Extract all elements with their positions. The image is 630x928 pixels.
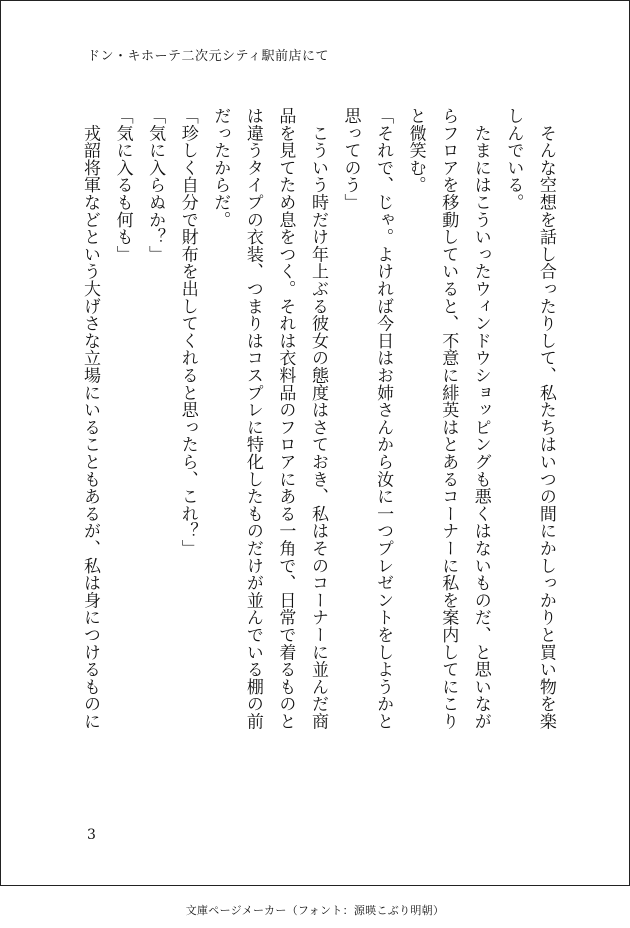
text-column: 戎韶将軍などという大げさな立場にいることもあるが、私は身につけるものに [80,107,100,730]
text-column: だったからだ。 [210,107,231,229]
text-column: しんでいる。 [503,107,524,211]
text-column: 思ってのう」 [340,107,361,211]
text-column: こういう時だけ年上ぶる彼女の態度はさておき、私はそのコーナーに並んだ商 [307,107,328,730]
text-column: らフロアを移動していると、不意に緋英はとあるコーナーに私を案内してにこり [438,107,459,730]
running-title: ドン・キホーテ二次元シティ駅前店にて [87,49,329,64]
text-column: と微笑む。 [405,107,426,194]
text-column: そんな空想を話し合ったりして、私たちはいつの間にかしっかりと買い物を楽 [535,107,556,730]
text-column: 「気に入るも何も」 [112,107,133,263]
page-number: 3 [87,827,96,843]
text-column: 品を見てため息をつく。それは衣料品のフロアにある一角で、日常で着るものと [275,107,296,730]
text-column: 「気に入らぬか？」 [145,107,166,263]
vertical-body-text [79,107,557,815]
text-column: 「それで、じゃ。よければ今日はお姉さんから汝に一つプレゼントをしようかと [373,107,394,730]
text-column: 「珍しく自分で財布を出してくれると思ったら、これ？」 [177,107,198,557]
text-column: は違うタイプの衣装、つまりはコスプレに特化したものだけが並んでいる棚の前 [242,107,263,730]
text-column: たまにはこういったウィンドウショッピングも悪くはないものだ、と思いなが [470,107,491,730]
footer-credit: 文庫ページメーカー（フォント：源暎こぶり明朝） [185,904,445,917]
